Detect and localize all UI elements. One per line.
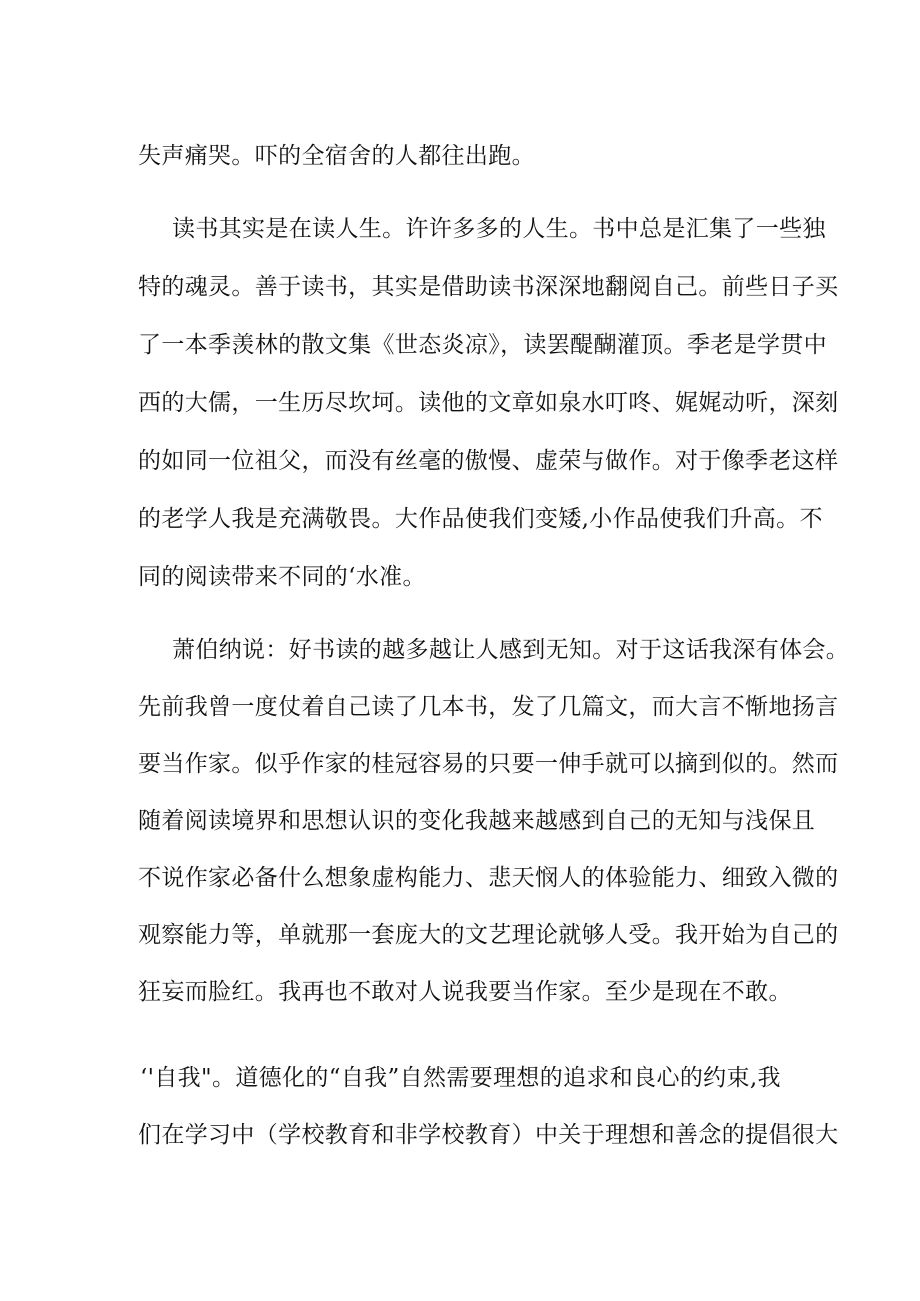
text-line: 了一本季羡林的散文集《世态炎凉》，读罢醍醐灌顶。季老是学贯中	[138, 332, 827, 358]
text-line: 的如同一位祖父，而没有丝毫的傲慢、虚荣与做作。对于像季老这样	[138, 448, 839, 474]
paragraph-first-line: 读书其实是在读人生。许许多多的人生。书中总是汇集了一些独	[172, 216, 826, 242]
paragraph-first-line: ‘'自我"。道德化的“自我”自然需要理想的追求和良心的约束,我	[140, 1065, 781, 1091]
text-line: 要当作家。似乎作家的桂冠容易的只要一伸手就可以摘到似的。然而	[138, 751, 839, 777]
text-line: 们在学习中（学校教育和非学校教育）中关于理想和善念的提倡很大	[138, 1122, 839, 1148]
text-line: 随着阅读境界和思想认识的变化我越来越感到自己的无知与浅保且	[138, 808, 816, 834]
text-line: 失声痛哭。吓的全宿舍的人都往出跑。	[138, 143, 535, 169]
text-line: 先前我曾一度仗着自己读了几本书，发了几篇文，而大言不惭地扬言	[138, 694, 839, 720]
text-line: 特的魂灵。善于读书，其实是借助读书深深地翻阅自己。前些日子买	[138, 274, 839, 300]
text-line: 同的阅读带来不同的‘水准。	[138, 564, 426, 590]
text-line: 西的大儒，一生历尽坎坷。读他的文章如泉水叮咚、娓娓动听，深刻	[138, 390, 839, 416]
text-line: 狂妄而脸红。我再也不敢对人说我要当作家。至少是现在不敢。	[138, 979, 792, 1005]
text-line: 不说作家必备什么想象虚构能力、悲天悯人的体验能力、细致入微的	[138, 865, 839, 891]
paragraph-first-line: 萧伯纳说：好书读的越多越让人感到无知。对于这话我深有体会。	[172, 637, 850, 663]
text-line: 观察能力等，单就那一套庞大的文艺理论就够人受。我开始为自己的	[138, 922, 839, 948]
text-line: 的老学人我是充满敬畏。大作品使我们变矮,小作品使我们升高。不	[138, 506, 823, 532]
